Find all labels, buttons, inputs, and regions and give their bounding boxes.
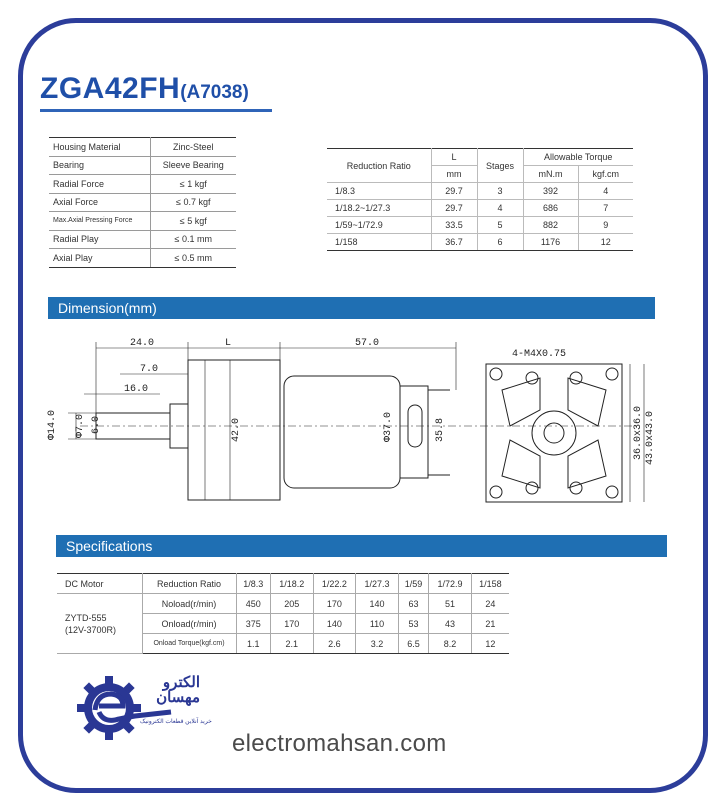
stages-cell: 6 bbox=[477, 234, 523, 251]
value-cell: 450 bbox=[236, 594, 270, 614]
dim-label: Φ37.0 bbox=[383, 411, 394, 442]
length-cell: 33.5 bbox=[431, 217, 477, 234]
dim-label: 35.8 bbox=[435, 417, 446, 442]
torque-mnm-cell: 392 bbox=[523, 183, 578, 200]
header-torque-unit-kgfcm: kgf.cm bbox=[578, 166, 633, 183]
header-dc-motor: DC Motor bbox=[57, 574, 142, 594]
logo-line-1: الکترو bbox=[162, 674, 200, 691]
table-row bbox=[49, 212, 236, 231]
value-cell: 8.2 bbox=[429, 634, 472, 654]
value-cell: 24 bbox=[471, 594, 509, 614]
ratio-cell: 1/158 bbox=[327, 234, 431, 251]
property-value: Sleeve Bearing bbox=[150, 156, 236, 175]
header-ratio: 1/8.3 bbox=[236, 574, 270, 594]
value-cell: 3.2 bbox=[356, 634, 399, 654]
property-label: Bearing bbox=[49, 156, 150, 175]
property-label: Axial Force bbox=[49, 193, 150, 212]
table-row bbox=[49, 249, 236, 268]
motor-model: ZYTD-555 bbox=[65, 612, 107, 623]
value-cell: 1.1 bbox=[236, 634, 270, 654]
value-cell: 51 bbox=[429, 594, 472, 614]
dim-label: 4-M4X0.75 bbox=[512, 349, 567, 360]
header-ratio: 1/158 bbox=[471, 574, 509, 594]
dim-label: 42.0 bbox=[231, 417, 242, 442]
stages-cell: 3 bbox=[477, 183, 523, 200]
properties-table bbox=[49, 137, 236, 268]
dim-label: 6.0 bbox=[91, 415, 102, 434]
header-length: L bbox=[431, 149, 477, 166]
property-label: Housing Material bbox=[49, 138, 150, 157]
ratio-cell: 1/8.3 bbox=[327, 183, 431, 200]
row-label: Onload(r/min) bbox=[142, 614, 236, 634]
dim-label: Φ7.0 bbox=[75, 413, 86, 438]
table-header-row bbox=[57, 574, 509, 594]
dim-label: 7.0 bbox=[140, 364, 159, 375]
motor-cell bbox=[57, 594, 142, 654]
torque-kgf-cell: 4 bbox=[578, 183, 633, 200]
value-cell: 140 bbox=[356, 594, 399, 614]
torque-mnm-cell: 1176 bbox=[523, 234, 578, 251]
property-label: Radial Play bbox=[49, 230, 150, 249]
header-allowable-torque: Allowable Torque bbox=[523, 149, 633, 166]
dim-label: Φ14.0 bbox=[47, 409, 58, 440]
length-cell: 29.7 bbox=[431, 183, 477, 200]
header-reduction-ratio: Reduction Ratio bbox=[142, 574, 236, 594]
specifications-table bbox=[57, 573, 509, 654]
table-row bbox=[49, 138, 236, 157]
motor-spec: (12V-3700R) bbox=[65, 624, 117, 635]
row-label: Noload(r/min) bbox=[142, 594, 236, 614]
header-ratio: 1/59 bbox=[398, 574, 428, 594]
row-label: Onload Torque(kgf.cm) bbox=[142, 634, 236, 654]
ratio-cell: 1/59~1/72.9 bbox=[327, 217, 431, 234]
model-name: ZGA42FH bbox=[40, 72, 181, 105]
torque-kgf-cell: 7 bbox=[578, 200, 633, 217]
product-title bbox=[40, 72, 249, 106]
table-row bbox=[327, 234, 633, 251]
value-cell: 43 bbox=[429, 614, 472, 634]
header-reduction-ratio: Reduction Ratio bbox=[327, 149, 431, 183]
table-row bbox=[327, 183, 633, 200]
table-row bbox=[327, 217, 633, 234]
length-cell: 36.7 bbox=[431, 234, 477, 251]
value-cell: 53 bbox=[398, 614, 428, 634]
table-row bbox=[49, 230, 236, 249]
dim-label: 36.0x36.0 bbox=[633, 405, 644, 460]
value-cell: 140 bbox=[313, 614, 356, 634]
property-value: ≤ 0.7 kgf bbox=[150, 193, 236, 212]
front-view bbox=[486, 364, 644, 502]
torque-kgf-cell: 9 bbox=[578, 217, 633, 234]
value-cell: 21 bbox=[471, 614, 509, 634]
table-row bbox=[49, 175, 236, 194]
property-label: Axial Play bbox=[49, 249, 150, 268]
torque-kgf-cell: 12 bbox=[578, 234, 633, 251]
value-cell: 2.1 bbox=[270, 634, 313, 654]
property-value: ≤ 0.1 mm bbox=[150, 230, 236, 249]
logo-line-2: مهسان bbox=[156, 689, 200, 706]
motor-endcap bbox=[400, 386, 428, 478]
header-ratio: 1/22.2 bbox=[313, 574, 356, 594]
website-url: electromahsan.com bbox=[232, 730, 447, 757]
property-value: Zinc-Steel bbox=[150, 138, 236, 157]
specifications-section-header: Specifications bbox=[56, 535, 667, 557]
stages-cell: 5 bbox=[477, 217, 523, 234]
value-cell: 170 bbox=[270, 614, 313, 634]
value-cell: 63 bbox=[398, 594, 428, 614]
header-ratio: 1/27.3 bbox=[356, 574, 399, 594]
property-label: Radial Force bbox=[49, 175, 150, 194]
length-cell: 29.7 bbox=[431, 200, 477, 217]
stages-cell: 4 bbox=[477, 200, 523, 217]
value-cell: 375 bbox=[236, 614, 270, 634]
table-header-row bbox=[327, 149, 633, 166]
table-row bbox=[49, 156, 236, 175]
dim-label: 24.0 bbox=[130, 338, 155, 349]
dim-label: 57.0 bbox=[355, 338, 380, 349]
value-cell: 2.6 bbox=[313, 634, 356, 654]
dim-label: 43.0x43.0 bbox=[645, 410, 656, 465]
value-cell: 110 bbox=[356, 614, 399, 634]
header-stages: Stages bbox=[477, 149, 523, 183]
logo-text bbox=[132, 675, 200, 705]
dim-label: 16.0 bbox=[124, 384, 149, 395]
header-torque-unit-mnm: mN.m bbox=[523, 166, 578, 183]
value-cell: 205 bbox=[270, 594, 313, 614]
property-value: ≤ 5 kgf bbox=[150, 212, 236, 231]
header-ratio: 1/18.2 bbox=[270, 574, 313, 594]
title-underline bbox=[40, 109, 272, 112]
torque-mnm-cell: 686 bbox=[523, 200, 578, 217]
torque-mnm-cell: 882 bbox=[523, 217, 578, 234]
logo-tagline: خرید آنلاین قطعات الکترونیک bbox=[140, 719, 212, 725]
value-cell: 170 bbox=[313, 594, 356, 614]
value-cell: 12 bbox=[471, 634, 509, 654]
property-value: ≤ 1 kgf bbox=[150, 175, 236, 194]
table-row bbox=[327, 200, 633, 217]
property-value: ≤ 0.5 mm bbox=[150, 249, 236, 268]
table-row bbox=[49, 193, 236, 212]
dimension-section-header: Dimension(mm) bbox=[48, 297, 655, 319]
value-cell: 6.5 bbox=[398, 634, 428, 654]
reduction-ratio-table bbox=[327, 148, 633, 251]
table-row bbox=[57, 594, 509, 614]
header-ratio: 1/72.9 bbox=[429, 574, 472, 594]
property-label: Max.Axial Pressing Force bbox=[49, 212, 150, 231]
dimension-drawing bbox=[40, 330, 680, 520]
header-length-unit: mm bbox=[431, 166, 477, 183]
ratio-cell: 1/18.2~1/27.3 bbox=[327, 200, 431, 217]
model-code: (A7038) bbox=[180, 82, 249, 103]
dim-label: L bbox=[225, 338, 232, 349]
